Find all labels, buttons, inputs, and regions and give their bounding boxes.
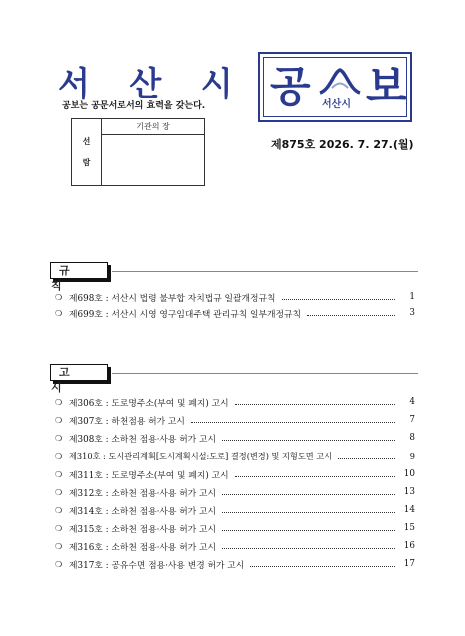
dot-leader [307, 314, 395, 316]
legal-effect-note: 공보는 공문서로서의 효력을 갖는다. [62, 101, 206, 111]
approval-sign-box [71, 118, 205, 186]
section-divider-rules [112, 271, 418, 272]
bullet-icon: ❍ [55, 397, 63, 407]
bullet-icon: ❍ [55, 505, 63, 515]
toc-page: 16 [403, 541, 415, 551]
toc-page: 9 [409, 451, 415, 461]
logo-char-left: 공 [270, 62, 311, 111]
toc-title: 제317호 : 공유수면 점용·사용 변경 허가 고시 [69, 560, 245, 571]
bullet-icon: ❍ [55, 292, 63, 302]
bullet-icon: ❍ [55, 451, 63, 461]
toc-title: 제316호 : 소하천 점용·사용 허가 고시 [69, 542, 217, 553]
sign-box-col-top: 선 [82, 137, 91, 146]
toc-page: 1 [409, 292, 415, 302]
issue-number-date: 제875호 2026. 7. 27.(월) [271, 138, 414, 151]
toc-title: 제311호 : 도로명주소(부여 및 폐지) 고시 [69, 470, 229, 481]
dot-leader [222, 529, 395, 531]
bullet-icon: ❍ [55, 433, 63, 443]
toc-page: 15 [403, 523, 415, 533]
toc-title: 제698호 : 서산시 법령 불부합 자치법규 일괄개정규칙 [69, 293, 276, 304]
toc-row[interactable] [55, 449, 415, 463]
logo-mountain-icon [318, 66, 362, 96]
toc-page: 17 [403, 559, 415, 569]
dot-leader [235, 403, 395, 405]
sign-box-side-label [72, 119, 102, 185]
logo-subtitle: 서산시 [322, 99, 351, 110]
sign-box-header: 기관의 장 [102, 119, 204, 135]
dot-leader [282, 298, 396, 300]
gongbo-logo [258, 52, 412, 122]
toc-row[interactable] [55, 485, 415, 499]
dot-leader [338, 457, 395, 459]
bullet-icon: ❍ [55, 541, 63, 551]
toc-row[interactable] [55, 503, 415, 517]
dot-leader [222, 547, 395, 549]
toc-row[interactable] [55, 395, 415, 409]
bullet-icon: ❍ [55, 308, 63, 318]
toc-row[interactable] [55, 306, 415, 320]
toc-title: 제307호 : 하천점용 허가 고시 [69, 416, 185, 427]
toc-title: 제308호 : 소하천 점용·사용 허가 고시 [69, 434, 217, 445]
toc-row[interactable] [55, 557, 415, 571]
toc-row[interactable] [55, 413, 415, 427]
bullet-icon: ❍ [55, 469, 63, 479]
section-divider-notices [112, 373, 418, 374]
logo-char-right: 보 [366, 62, 407, 111]
toc-title: 제314호 : 소하천 점용·사용 허가 고시 [69, 506, 217, 517]
dot-leader [222, 511, 395, 513]
toc-row[interactable] [55, 467, 415, 481]
toc-title: 제699호 : 서산시 시영 영구임대주택 관리규칙 일부개정규칙 [69, 309, 301, 320]
toc-page: 4 [409, 397, 415, 407]
dot-leader [222, 439, 395, 441]
toc-page: 8 [409, 433, 415, 443]
logo-inner-frame [263, 57, 407, 117]
dot-leader [235, 475, 395, 477]
toc-page: 3 [409, 308, 415, 318]
section-label-notices: 고 시 [50, 364, 108, 381]
sign-box-col-bottom: 람 [82, 158, 91, 167]
toc-title: 제315호 : 소하천 점용·사용 허가 고시 [69, 524, 217, 535]
bullet-icon: ❍ [55, 559, 63, 569]
toc-row[interactable] [55, 521, 415, 535]
bullet-icon: ❍ [55, 415, 63, 425]
bullet-icon: ❍ [55, 487, 63, 497]
city-name-title: 서 산 시 [58, 64, 247, 103]
toc-page: 13 [403, 487, 415, 497]
toc-page: 14 [403, 505, 415, 515]
toc-title: 제306호 : 도로명주소(부여 및 폐지) 고시 [69, 398, 229, 409]
section-label-rules: 규 칙 [50, 262, 108, 279]
toc-title: 제312호 : 소하천 점용·사용 허가 고시 [69, 488, 217, 499]
toc-row[interactable] [55, 290, 415, 304]
toc-title: 제310호 : 도시관리계획[도시계획시설:도로] 결정(변경) 및 지형도면 고시 [69, 450, 333, 461]
toc-page: 7 [409, 415, 415, 425]
toc-row[interactable] [55, 431, 415, 445]
dot-leader [191, 421, 395, 423]
toc-page: 10 [403, 469, 415, 479]
bullet-icon: ❍ [55, 523, 63, 533]
dot-leader [222, 493, 395, 495]
dot-leader [250, 565, 395, 567]
toc-row[interactable] [55, 539, 415, 553]
